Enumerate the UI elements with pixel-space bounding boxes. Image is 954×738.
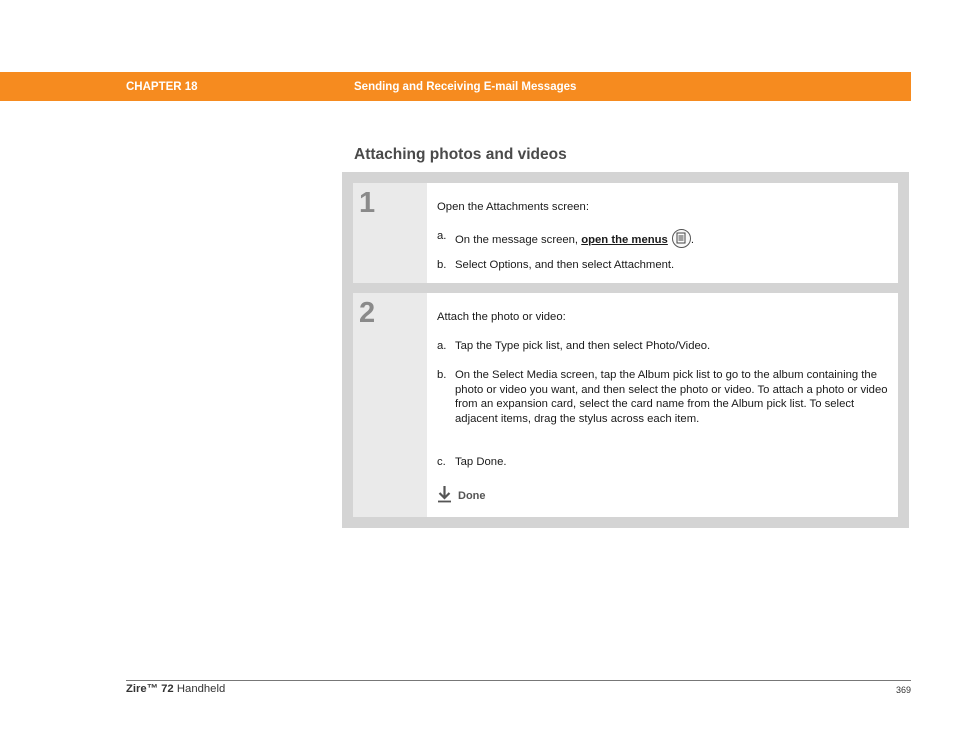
page-number: 369	[895, 685, 911, 695]
step-item: Select Options, and then select Attachment.	[455, 259, 675, 271]
step-intro: Attach the photo or video:	[437, 311, 566, 323]
step-number: 1	[359, 187, 376, 219]
chapter-title: Sending and Receiving E-mail Messages	[354, 81, 577, 93]
item-letter: b.	[437, 369, 447, 381]
step-2	[353, 293, 898, 517]
item-letter: b.	[437, 259, 447, 271]
open-menus-link[interactable]: open the menus	[581, 234, 668, 246]
chapter-label: CHAPTER 18	[126, 81, 198, 93]
step-number: 2	[359, 297, 376, 329]
product-brand: Zire™ 72	[126, 683, 174, 695]
step-number-column	[353, 183, 427, 283]
item-text-suffix: .	[690, 234, 694, 246]
menu-icon	[672, 229, 691, 248]
step-item: On the Select Media screen, tap the Album pick list to go to the album containing the photo or video you want, and then select the photo or video. To attach a photo or video from an expansion card, select the card name from the Album pick list. To select adjacent items, drag the stylus across each item.	[455, 369, 888, 425]
step-number-column	[353, 293, 427, 517]
step-intro: Open the Attachments screen:	[437, 201, 589, 213]
step-body	[427, 183, 898, 283]
footer-product-name	[126, 683, 225, 695]
item-letter: c.	[437, 456, 446, 468]
item-letter: a.	[437, 230, 447, 242]
step-item	[455, 229, 895, 248]
product-suffix: Handheld	[173, 683, 226, 695]
step-1	[353, 183, 898, 283]
down-arrow-icon	[437, 485, 452, 506]
step-body	[427, 293, 898, 517]
footer-divider	[126, 680, 911, 681]
step-item: Tap Done.	[455, 456, 507, 468]
section-title: Attaching photos and videos	[354, 146, 567, 163]
done-label: Done	[458, 489, 486, 502]
done-indicator	[437, 485, 486, 506]
step-item: Tap the Type pick list, and then select Photo/Video.	[455, 340, 711, 352]
item-letter: a.	[437, 340, 447, 352]
item-text: On the message screen,	[455, 234, 582, 246]
